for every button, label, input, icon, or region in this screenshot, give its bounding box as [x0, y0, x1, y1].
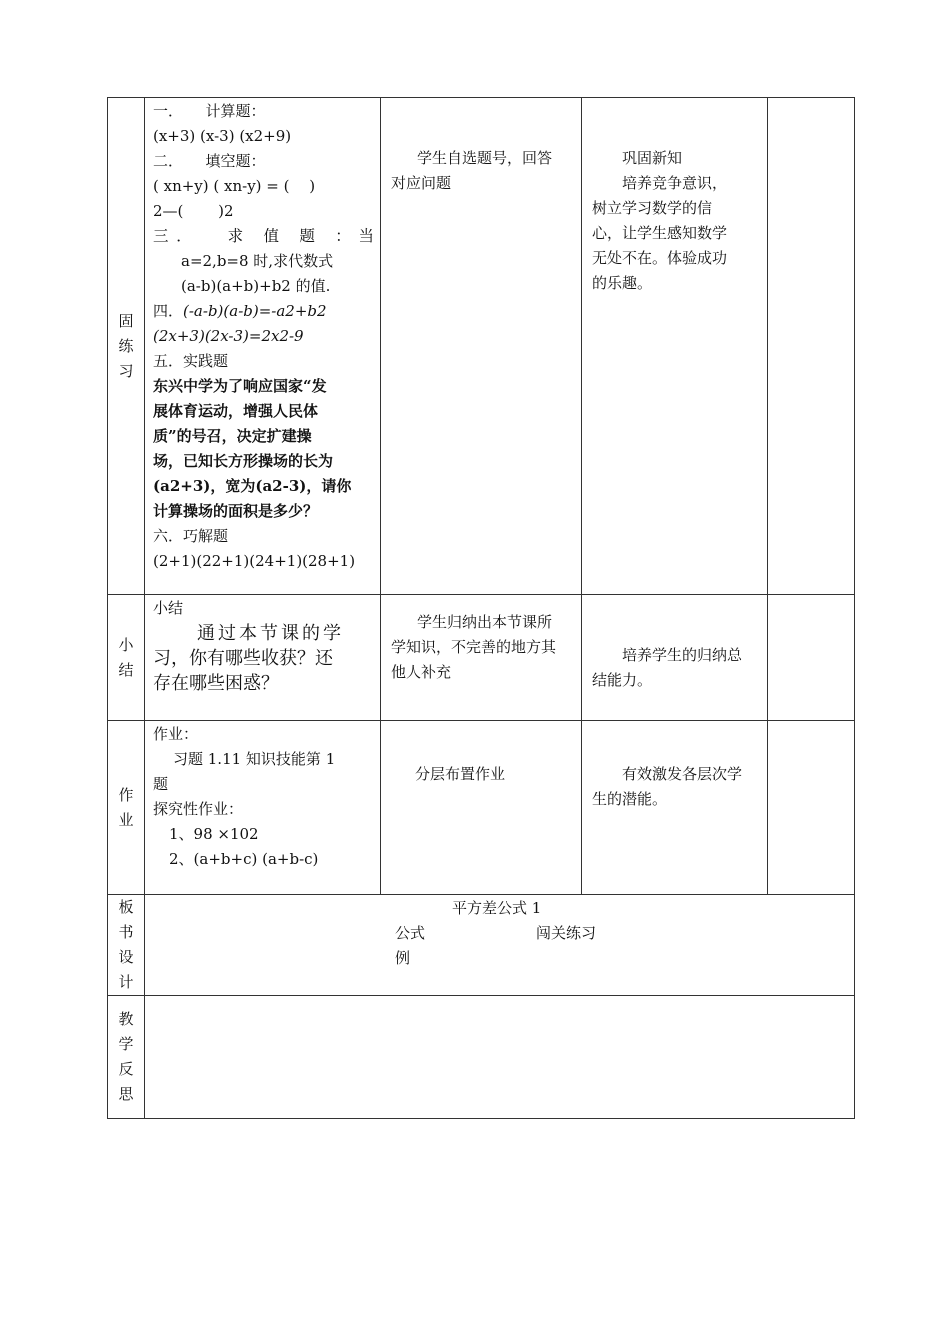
row-header-char: 思	[118, 1085, 134, 1103]
homework-header	[108, 721, 145, 895]
summary-student-activity	[381, 595, 582, 721]
content-line: (a2+3)，宽为(a2-3)，请你	[153, 477, 352, 495]
content-line: 习题 1.11 知识技能第 1	[173, 750, 336, 768]
consolidate-content	[145, 98, 381, 595]
lesson-plan-table	[107, 97, 855, 1119]
row-header-char: 结	[118, 660, 134, 679]
content-line: 小结	[153, 599, 184, 617]
row-header-char: 作	[118, 785, 134, 804]
row-header-char: 计	[118, 973, 134, 991]
purpose-line: 的乐趣。	[592, 274, 653, 292]
content-line: 展体育运动，增强人民体	[153, 402, 319, 420]
activity-line: 他人补充	[391, 663, 452, 681]
consolidate-row	[108, 98, 855, 595]
summary-purpose	[582, 595, 768, 721]
content-line: ( xn+y) ( xn-y) = ( )	[153, 177, 316, 195]
row-header-char: 设	[118, 948, 134, 966]
board-row	[108, 895, 855, 996]
purpose-line: 树立学习数学的信	[592, 199, 713, 217]
content-line: 五．实践题	[153, 352, 229, 370]
activity-line: 学生归纳出本节课所	[417, 613, 553, 631]
row-header-char: 反	[118, 1060, 134, 1078]
board-formula: 公式	[395, 924, 426, 942]
purpose-line: 有效激发各层次学	[622, 765, 743, 783]
row-header-char: 练	[118, 336, 134, 355]
content-line: 存在哪些困惑？	[153, 673, 279, 694]
homework-student-activity	[381, 721, 582, 895]
purpose-line: 结能力。	[592, 671, 653, 689]
row-header-char: 教	[118, 1010, 134, 1028]
consolidate-student-activity	[381, 98, 582, 595]
homework-content	[145, 721, 381, 895]
content-formula: (2x+3)(2x-3)=2x2-9	[153, 327, 304, 345]
content-line: 通过本节课的学	[197, 623, 344, 644]
content-line: 习，你有哪些收获？还	[153, 648, 333, 669]
board-title: 平方差公式 1	[452, 899, 542, 917]
summary-notes	[768, 595, 855, 721]
purpose-line: 生的潜能。	[592, 790, 668, 808]
activity-line: 学生自选题号，回答	[417, 149, 553, 167]
purpose-line: 巩固新知	[622, 149, 683, 167]
content-line: 探究性作业：	[153, 800, 244, 818]
consolidate-purpose	[582, 98, 768, 595]
content-line: (x+3) (x-3) (x2+9)	[153, 127, 292, 145]
content-line: 2—( )2	[153, 202, 234, 220]
purpose-line: 无处不在。体验成功	[592, 249, 728, 267]
content-formula: (-a-b)(a-b)=-a2+b2	[183, 302, 327, 320]
content-line: 1、98 ×102	[169, 825, 259, 843]
row-header-char: 板	[118, 898, 134, 916]
activity-line: 对应问题	[391, 174, 452, 192]
row-header-char: 习	[118, 361, 134, 380]
content-line	[153, 299, 374, 324]
activity-line: 学知识，不完善的地方其	[391, 638, 557, 656]
content-line: 2、(a+b+c) (a+b-c)	[169, 850, 319, 868]
reflection-content	[145, 996, 855, 1119]
purpose-line: 心，让学生感知数学	[592, 224, 728, 242]
row-header-char: 学	[118, 1035, 134, 1053]
board-example: 例	[395, 949, 411, 967]
content-line: 场，已知长方形操场的长为	[153, 452, 334, 470]
purpose-line: 培养学生的归纳总	[622, 646, 743, 664]
summary-content	[145, 595, 381, 721]
consolidate-notes	[768, 98, 855, 595]
summary-row	[108, 595, 855, 721]
board-design	[145, 895, 855, 996]
content-line: 二． 填空题：	[153, 152, 266, 170]
row-header-char: 固	[118, 311, 134, 330]
row-header-char: 业	[118, 810, 134, 829]
board-header	[108, 895, 145, 996]
board-practice: 闯关练习	[536, 924, 597, 942]
content-label: 四．	[153, 302, 184, 320]
content-line: 题	[153, 775, 169, 793]
content-line: 三． 求 值 题 ：当	[153, 227, 374, 245]
content-line: 作业：	[153, 725, 199, 743]
content-line: 质”的号召，决定扩建操	[153, 427, 312, 445]
homework-purpose	[582, 721, 768, 895]
row-header-char: 书	[118, 923, 134, 941]
content-line: (2+1)(22+1)(24+1)(28+1)	[153, 552, 356, 570]
homework-row	[108, 721, 855, 895]
content-line: 六．巧解题	[153, 527, 229, 545]
content-line: a=2,b=8 时,求代数式	[181, 252, 334, 270]
content-line: 东兴中学为了响应国家“发	[153, 377, 327, 395]
reflection-row	[108, 996, 855, 1119]
summary-header	[108, 595, 145, 721]
activity-line: 分层布置作业	[415, 765, 506, 783]
reflection-header	[108, 996, 145, 1119]
homework-notes	[768, 721, 855, 895]
content-line: 计算操场的面积是多少？	[153, 502, 319, 520]
purpose-line: 培养竞争意识，	[622, 174, 728, 192]
consolidate-header	[108, 98, 145, 595]
row-header-char: 小	[118, 635, 134, 654]
content-line: 一． 计算题：	[153, 102, 266, 120]
content-line: (a-b)(a+b)+b2 的值.	[181, 277, 331, 295]
